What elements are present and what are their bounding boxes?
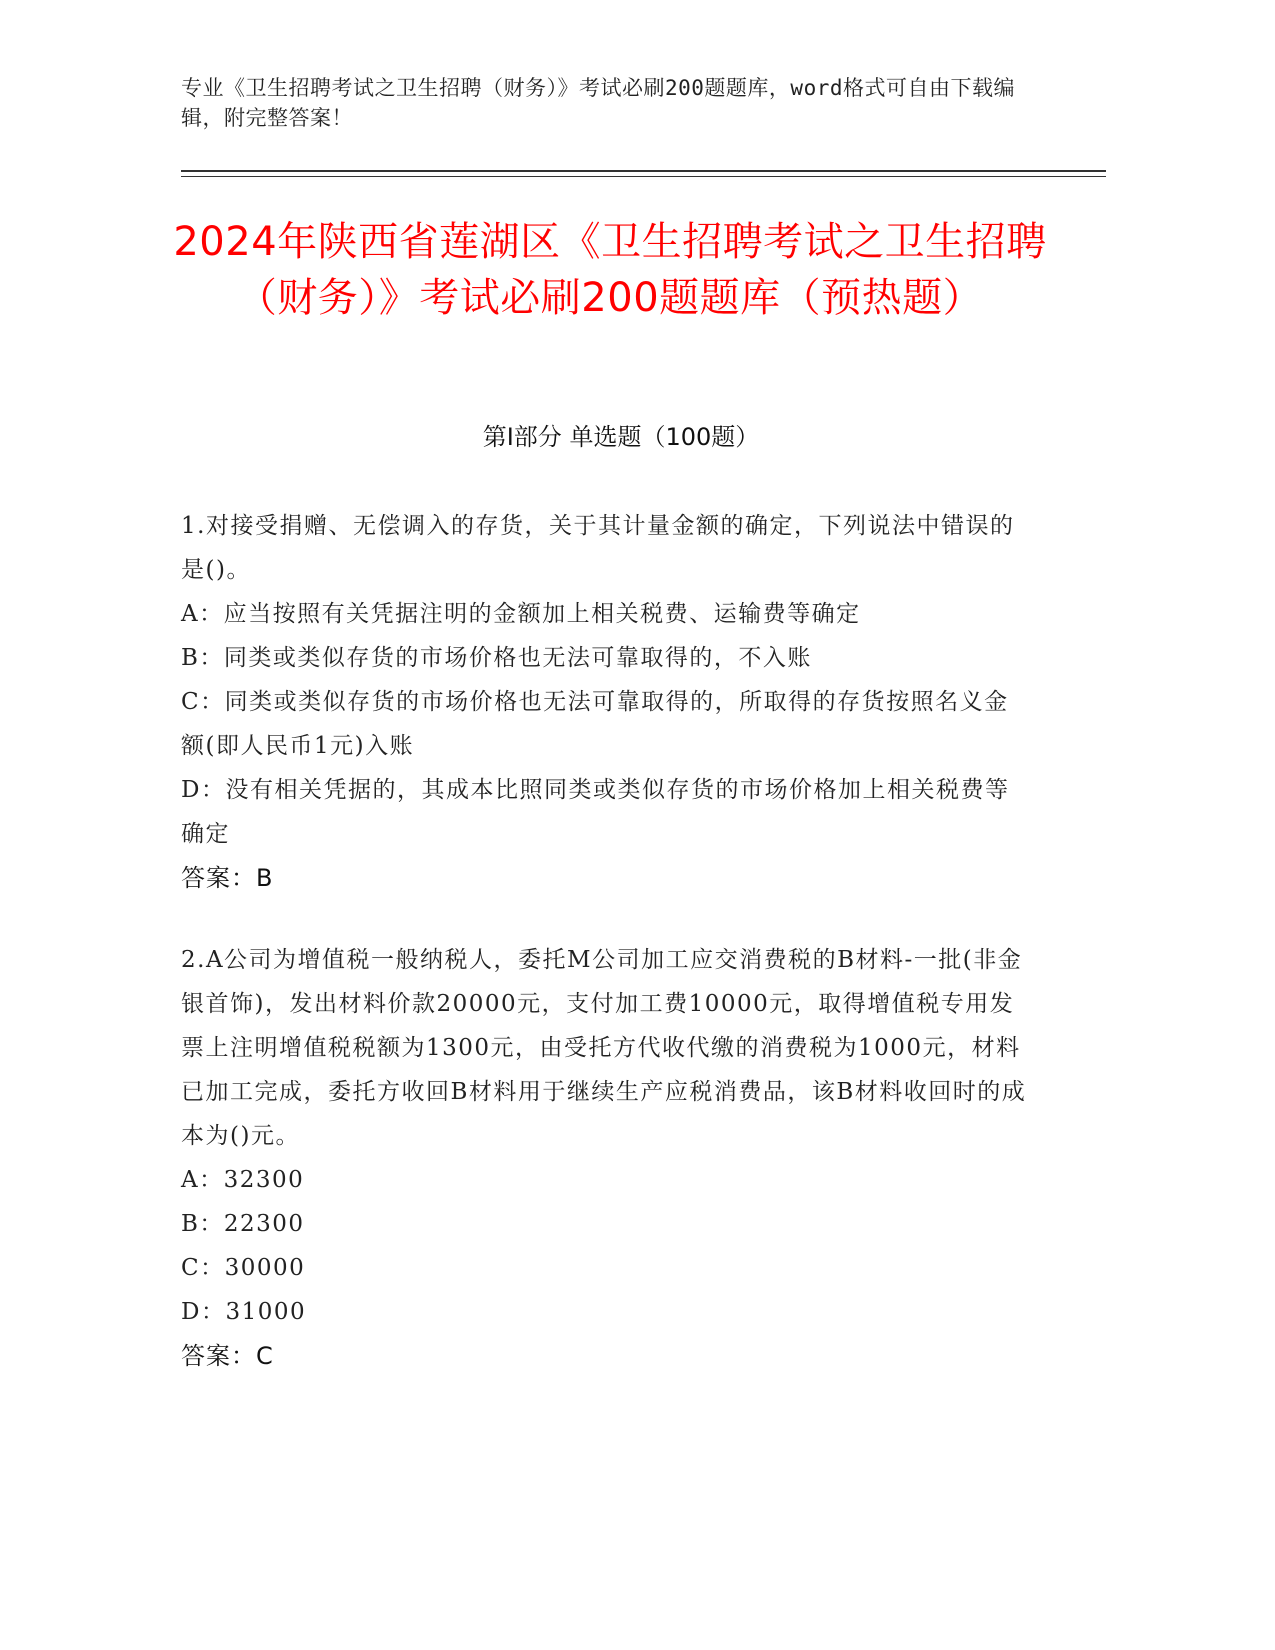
question-1 (181, 504, 1031, 900)
option-a: A：应当按照有关凭据注明的金额加上相关税费、运输费等确定 (181, 601, 861, 627)
option-d: D：没有相关凭据的，其成本比照同类或类似存货的市场价格加上相关税费等确定 (181, 777, 1010, 847)
answer: 答案：B (181, 864, 274, 892)
option-a: A：32300 (181, 1167, 305, 1193)
document-title: 2024年陕西省莲湖区《卫生招聘考试之卫生招聘（财务）》考试必刷200题题库（预热题） (173, 219, 1047, 321)
option-b: B：22300 (181, 1211, 305, 1237)
option-c: C：同类或类似存货的市场价格也无法可靠取得的，所取得的存货按照名义金额(即人民币1元)入账 (181, 689, 1009, 759)
header-divider-thick (181, 170, 1106, 172)
question-2 (181, 938, 1031, 1378)
option-d: D：31000 (181, 1299, 307, 1325)
option-b: B：同类或类似存货的市场价格也无法可靠取得的，不入账 (181, 645, 812, 671)
answer: 答案：C (181, 1342, 274, 1370)
header-note: 专业《卫生招聘考试之卫生招聘（财务）》考试必刷200题题库，word格式可自由下载编辑，附完整答案！ (181, 76, 1015, 130)
option-c: C：30000 (181, 1255, 306, 1281)
question-stem: 1.对接受捐赠、无偿调入的存货，关于其计量金额的确定，下列说法中错误的是()。 (181, 513, 1015, 583)
header-divider-thin (181, 176, 1106, 177)
section-heading: 第Ⅰ部分 单选题（100题） (482, 423, 760, 451)
question-stem: 2.A公司为增值税一般纳税人，委托M公司加工应交消费税的B材料-一批(非金银首饰)，发出材料价款20000元，支付加工费10000元，取得增值税专用发票上注明增值税税额为1300元，由受托方代收代缴的消费税为1000元，材料已加工完成，委托方收回B材料用于继续生产应税消费品，该B材料收回时的成本为()元。 (181, 947, 1027, 1149)
